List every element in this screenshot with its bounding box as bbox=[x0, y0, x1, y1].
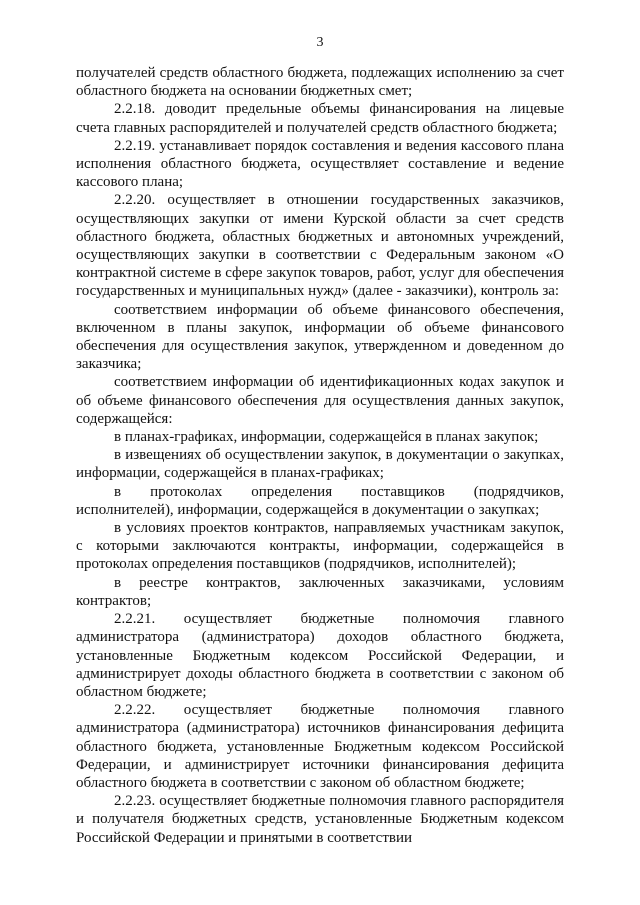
paragraph-notices: в извещениях об осуществлении закупок, в документации о закупках, информации, содержащейся в планах-графиках; bbox=[76, 447, 564, 482]
paragraph-2-2-20: 2.2.20. осуществляет в отношении государственных заказчиков, осуществляющих закупки от имени Курской области за счет средств областного бюджета, областных бюджетных и автономных учреждений, осуществляющих закупки в соответствии с Федеральным законом «О контрактной системе в сфере закупок товаров, работ, услуг для обеспечения государственных и муниципальных нужд» (далее - заказчики), контроль за: bbox=[76, 192, 564, 300]
paragraph-2-2-22: 2.2.22. осуществляет бюджетные полномочия главного администратора (администратора) источников финансирования дефицита областного бюджета, установленные Бюджетным кодексом Российской Федерации, и администрирует источники финансирования дефицита областного бюджета в соответствии с законом об областном бюджете; bbox=[76, 702, 564, 791]
paragraph-schedule-plans: в планах-графиках, информации, содержащейся в планах закупок; bbox=[114, 429, 539, 446]
paragraph-control-purchase-codes: соответствием информации об идентификационных кодах закупок и об объеме финансового обеспечения для осуществления данных закупок, содержащейся: bbox=[76, 374, 564, 427]
paragraph-2-2-23: 2.2.23. осуществляет бюджетные полномочия главного распорядителя и получателя бюджетных средств, установленные Бюджетным кодексом Российской Федерации и принятыми в соответствии bbox=[76, 793, 564, 846]
paragraph-2-2-21: 2.2.21. осуществляет бюджетные полномочия главного администратора (администратора) доходов областного бюджета, установленные Бюджетным кодексом Российской Федерации, и администрирует доходы областного бюджета в соответствии с законом об областном бюджете; bbox=[76, 611, 564, 700]
paragraph-control-financing-volume: соответствием информации об объеме финансового обеспечения, включенном в планы закупок, информации об объеме финансового обеспечения для осуществления закупок, утвержденном и доведенном до заказчика; bbox=[76, 301, 564, 373]
paragraph-2-2-19: 2.2.19. устанавливает порядок составления и ведения кассового плана исполнения областного бюджета, осуществляет составление и ведение кассового плана; bbox=[76, 137, 564, 191]
document-body bbox=[76, 64, 564, 847]
paragraph-2-2-18: 2.2.18. доводит предельные объемы финансирования на лицевые счета главных распорядителей и получателей средств областного бюджета; bbox=[76, 101, 564, 136]
paragraph-protocols: в протоколах определения поставщиков (подрядчиков, исполнителей), информации, содержащейся в документации о закупках; bbox=[76, 483, 564, 518]
paragraph-contract-register: в реестре контрактов, заключенных заказчиками, условиям контрактов; bbox=[76, 574, 564, 609]
page-number: 3 bbox=[316, 35, 324, 50]
paragraph-contract-drafts: в условиях проектов контрактов, направляемых участникам закупок, с которыми заключаются контракты, информации, содержащейся в протоколах определения поставщиков (подрядчиков, исполнителей); bbox=[76, 520, 564, 573]
paragraph-continuation: получателей средств областного бюджета, подлежащих исполнению за счет областного бюджета на основании бюджетных смет; bbox=[76, 65, 564, 100]
